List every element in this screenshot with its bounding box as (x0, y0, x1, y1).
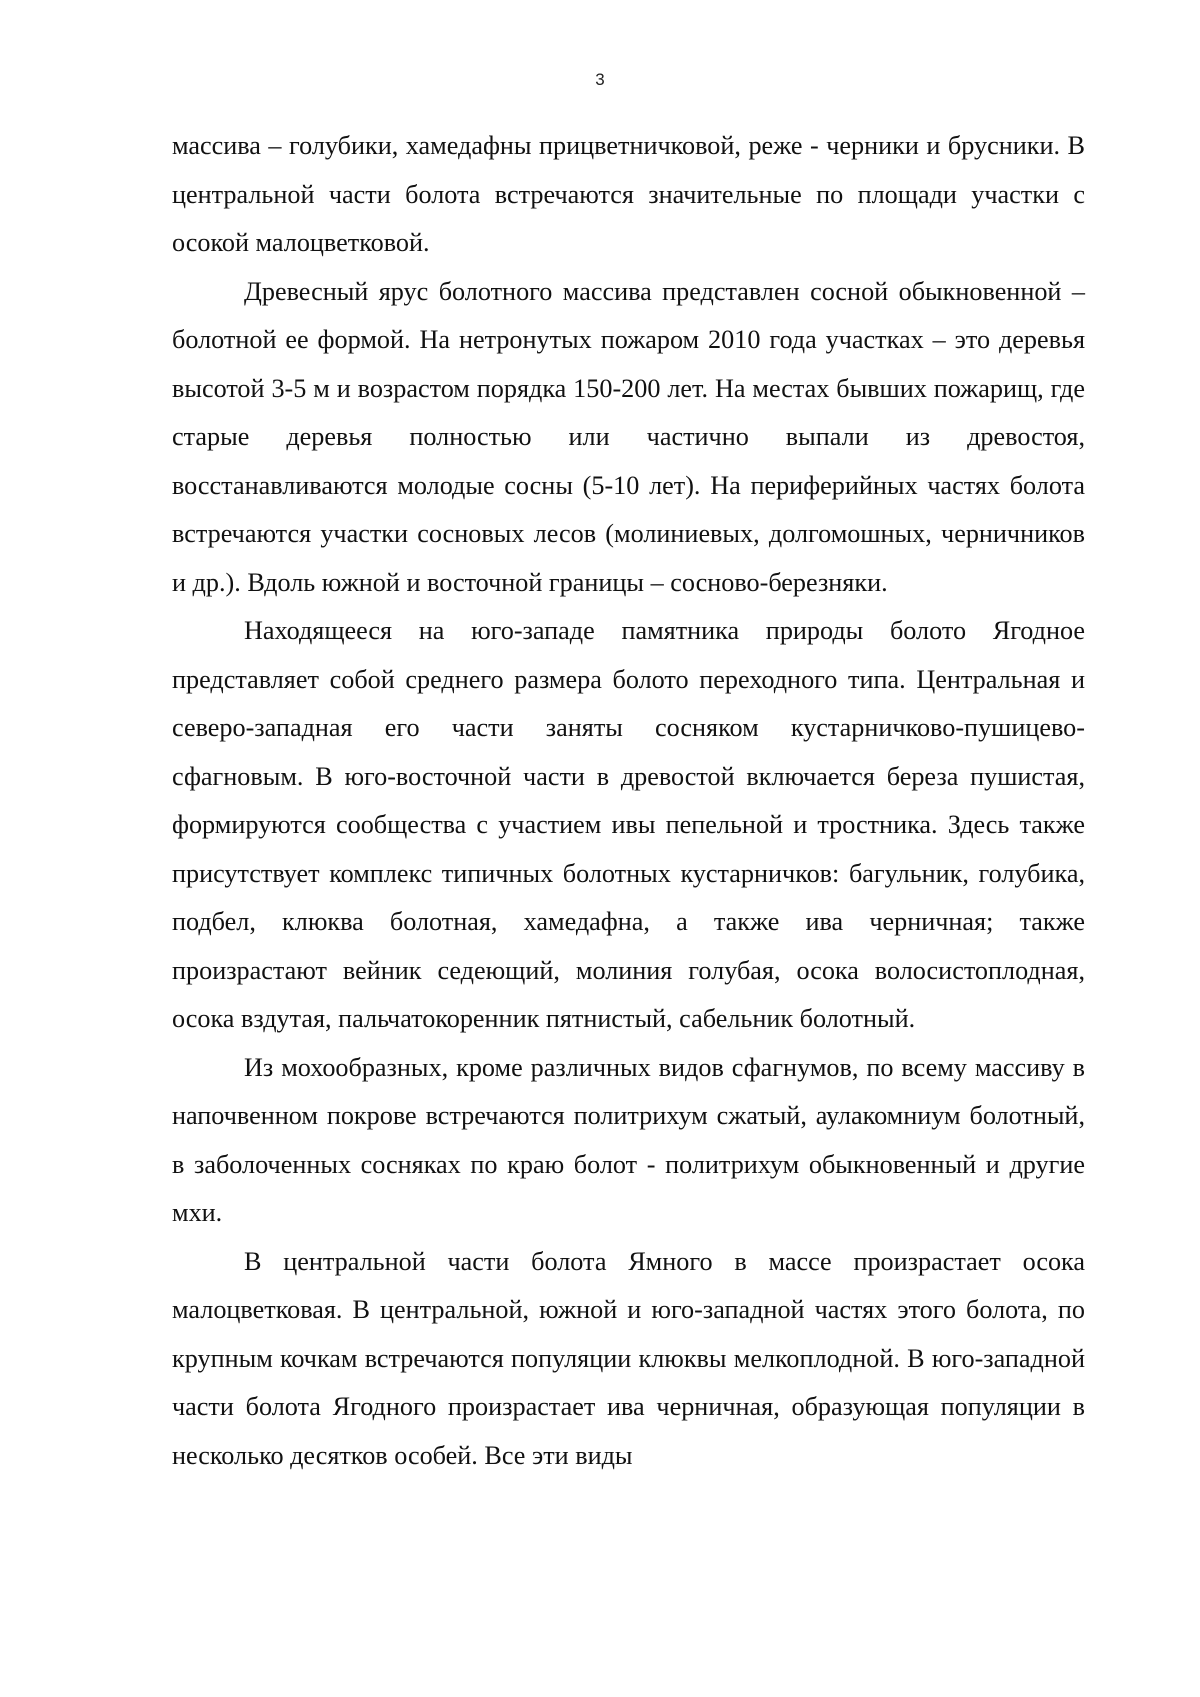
paragraph: Находящееся на юго-западе памятника природы болото Ягодное представляет собой среднего размера болото переходного типа. Центральная и северо-западная его части заняты сосняком кустарничково-пушицево-сфагновым. В юго-восточной части в древостой включается береза пушистая, формируются сообщества с участием ивы пепельной и тростника. Здесь также присутствует комплекс типичных болотных кустарничков: багульник, голубика, подбел, клюква болотная, хамедафна, а также ива черничная; также произрастают вейник седеющий, молиния голубая, осока волосистоплодная, осока вздутая, пальчатокоренник пятнистый, сабельник болотный. (172, 616, 1085, 1033)
paragraph: Из мохообразных, кроме различных видов сфагнумов, по всему массиву в напочвенном покрове встречаются политрихум сжатый, аулакомниум болотный, в заболоченных сосняках по краю болот - политрихум обыкновенный и другие мхи. (172, 1052, 1085, 1227)
paragraph: Древесный ярус болотного массива представлен сосной обыкновенной – болотной ее формой. На нетронутых пожаром 2010 года участках – это деревья высотой 3-5 м и возрастом порядка 150-200 лет. На местах бывших пожарищ, где старые деревья полностью или частично выпали из древостоя, восстанавливаются молодые сосны (5-10 лет). На периферийных частях болота встречаются участки сосновых лесов (молиниевых, долгомошных, черничников и др.). Вдоль южной и восточной границы – сосново-березняки. (172, 276, 1085, 597)
document-body (172, 122, 1085, 1480)
paragraph: массива – голубики, хамедафны прицветничковой, реже - черники и брусники. В центральной части болота встречаются значительные по площади участки с осокой малоцветковой. (172, 131, 1085, 257)
page-number: 3 (595, 70, 605, 89)
paragraph: В центральной части болота Ямного в массе произрастает осока малоцветковая. В центральной, южной и юго-западной частях этого болота, по крупным кочкам встречаются популяции клюквы мелкоплодной. В юго-западной части болота Ягодного произрастает ива черничная, образующая популяции в несколько десятков особей. Все эти виды (172, 1246, 1085, 1470)
